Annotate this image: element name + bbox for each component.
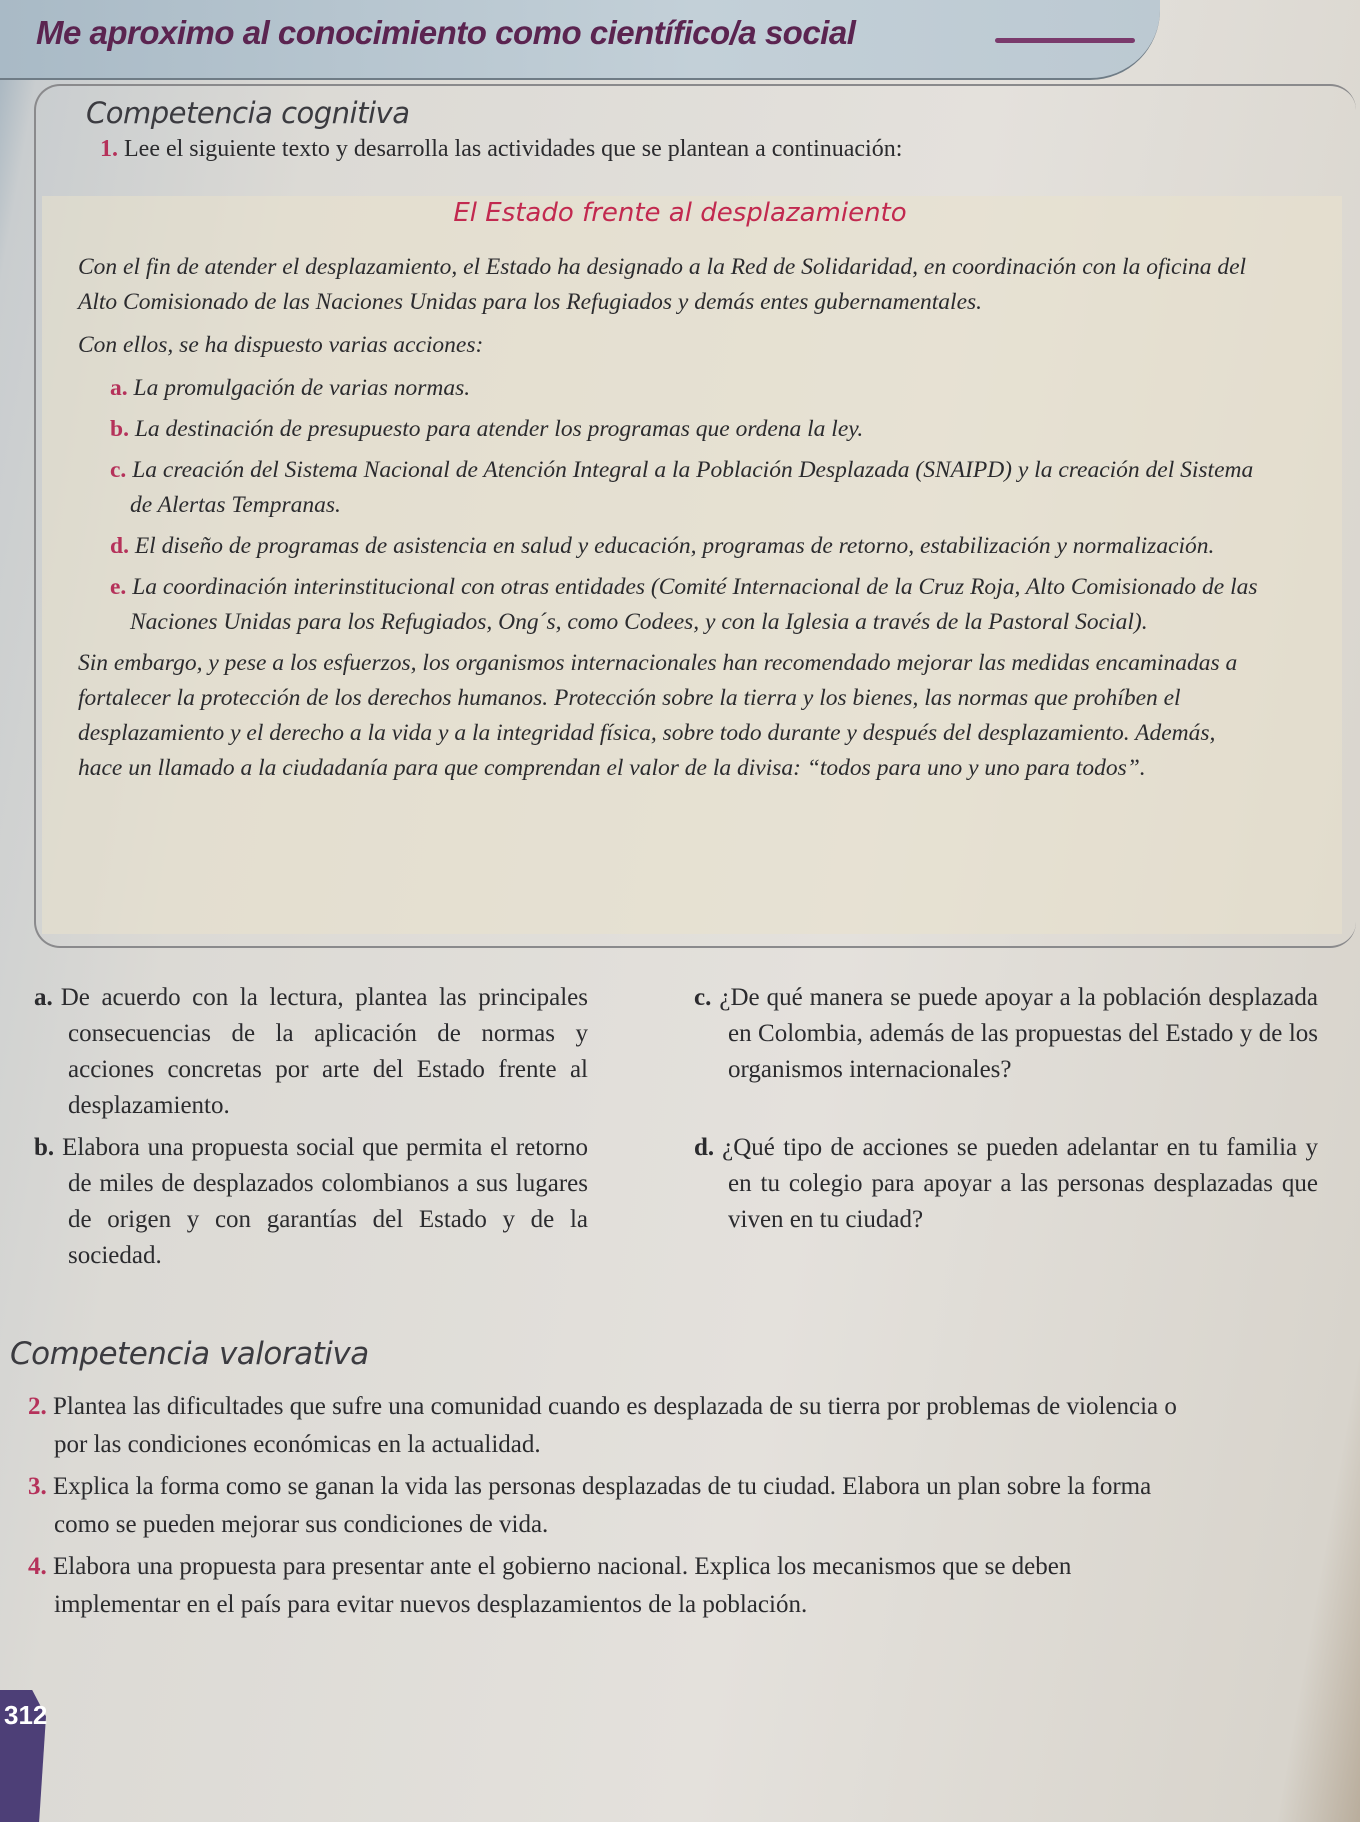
reading-intro: Con el fin de atender el desplazamiento, el Estado ha designado a la Red de Solidaridad, en coordinación con la oficina del Alto Comisionado de las Naciones Unidas para los Refugiados y demás entes gubernamentales. xyxy=(78,254,1247,315)
action-item xyxy=(90,453,1258,523)
action-letter: e. xyxy=(110,574,127,600)
question-letter: d. xyxy=(694,1134,715,1161)
reading-closing: Sin embargo, y pese a los esfuerzos, los organismos internacionales han recomendado mejorar las medidas encaminadas a fortalecer la protección de los derechos humanos. Protección sobre la tierra y los bienes, las normas que prohíben el desplazamiento y el derecho a la vida y a la integridad física, sobre todo durante y después del desplazamiento. Además, hace un llamado a la ciudadanía para que comprendan el valor de la divisa: “todos para uno y uno para todos”. xyxy=(78,650,1238,781)
reading-lead: Con ellos, se ha dispuesto varias acciones: xyxy=(78,332,484,358)
section-title: Me aproximo al conocimiento como científico/a social xyxy=(36,14,856,51)
reading-title: El Estado frente al desplazamiento xyxy=(453,198,907,228)
question-c xyxy=(694,980,1318,1088)
instruction-text: Lee el siguiente texto y desarrolla las actividades que se plantean a continuación: xyxy=(124,136,903,162)
instruction-number: 1. xyxy=(100,136,118,162)
valorative-item xyxy=(28,1468,1178,1544)
action-item xyxy=(90,371,1258,406)
action-text: La destinación de presupuesto para atender los programas que ordena la ley. xyxy=(134,416,864,442)
action-text: La promulgación de varias normas. xyxy=(133,375,471,401)
item-text: Elabora una propuesta para presentar ante el gobierno nacional. Explica los mecanismos que se deben implementar en el país para evitar nuevos desplazamientos de la población. xyxy=(53,1553,1072,1618)
action-letter: b. xyxy=(110,416,129,442)
cognitive-heading: Competencia cognitiva xyxy=(86,96,410,130)
action-item xyxy=(90,412,1258,447)
action-text: La coordinación interinstitucional con otras entidades (Comité Internacional de la Cruz Roja, Alto Comisionado de las Naciones Unidas para los Refugiados, Ong´s, como Codees, y con la Iglesia a través de la Pastoral Social). xyxy=(130,574,1258,635)
question-letter: b. xyxy=(34,1134,55,1161)
item-number: 3. xyxy=(28,1473,47,1500)
action-letter: c. xyxy=(110,457,127,483)
question-letter: c. xyxy=(694,984,712,1011)
question-text: ¿Qué tipo de acciones se pueden adelantar en tu familia y en tu colegio para apoyar a las personas desplazadas que viven en tu ciudad? xyxy=(722,1134,1318,1233)
reading-passage xyxy=(78,250,1258,794)
valorative-item xyxy=(28,1388,1178,1464)
header-decoration xyxy=(995,38,1135,43)
action-text: La creación del Sistema Nacional de Atención Integral a la Población Desplazada (SNAIPD) y la creación del Sistema de Alertas Tempranas. xyxy=(130,457,1254,518)
item-number: 2. xyxy=(28,1393,47,1420)
action-letter: d. xyxy=(110,533,129,559)
question-d xyxy=(694,1130,1318,1238)
valorative-heading: Competencia valorativa xyxy=(10,1336,369,1372)
instruction xyxy=(100,136,902,163)
action-text: El diseño de programas de asistencia en salud y educación, programas de retorno, estabilización y normalización. xyxy=(134,533,1215,559)
action-letter: a. xyxy=(110,375,128,401)
question-letter: a. xyxy=(34,984,53,1011)
item-number: 4. xyxy=(28,1553,47,1580)
valorative-items xyxy=(28,1388,1178,1628)
question-b xyxy=(34,1130,588,1274)
question-a xyxy=(34,980,588,1124)
question-text: De acuerdo con la lectura, plantea las principales consecuencias de la aplicación de normas y acciones concretas por arte del Estado frente al desplazamiento. xyxy=(60,984,588,1119)
question-text: Elabora una propuesta social que permita el retorno de miles de desplazados colombianos a sus lugares de origen y con garantías del Estado y de la sociedad. xyxy=(62,1134,588,1269)
valorative-item xyxy=(28,1548,1178,1624)
item-text: Explica la forma como se ganan la vida las personas desplazadas de tu ciudad. Elabora un plan sobre la forma como se pueden mejorar sus condiciones de vida. xyxy=(53,1473,1152,1538)
item-text: Plantea las dificultades que sufre una comunidad cuando es desplazada de su tierra por problemas de violencia o por las condiciones económicas en la actualidad. xyxy=(53,1393,1177,1458)
page-number: 312 xyxy=(4,1700,48,1730)
action-item xyxy=(90,570,1258,640)
question-text: ¿De qué manera se puede apoyar a la población desplazada en Colombia, además de las propuestas del Estado y de los organismos internacionales? xyxy=(719,984,1318,1083)
action-item xyxy=(90,529,1258,564)
